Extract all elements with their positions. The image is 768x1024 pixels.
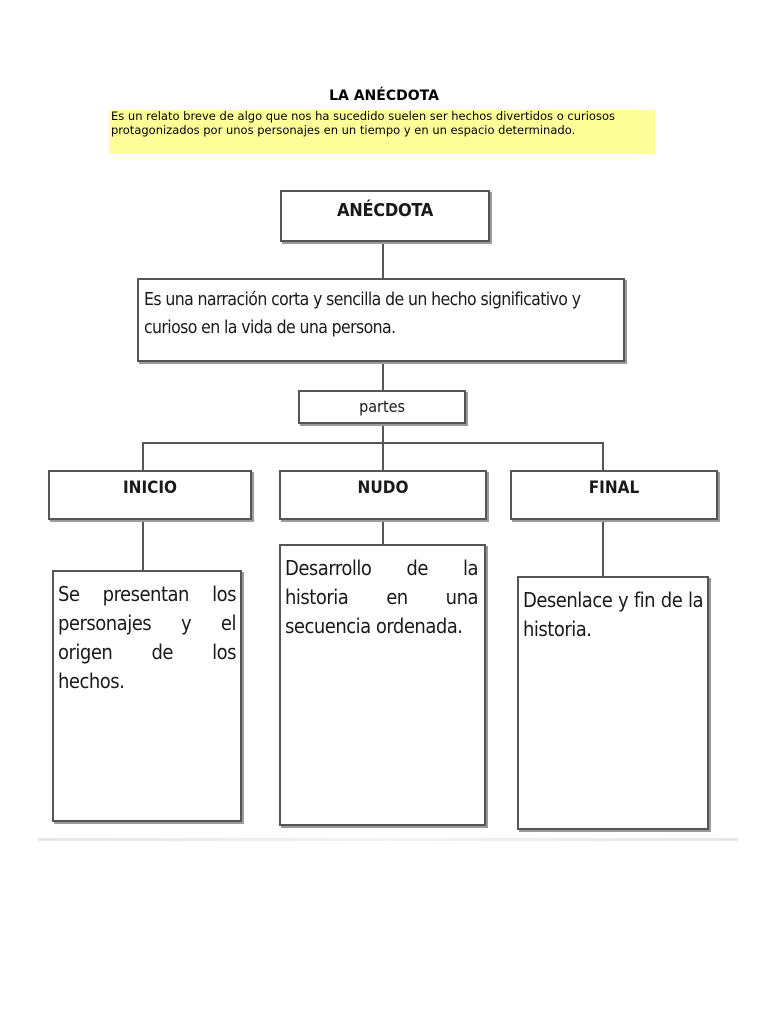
root-node-box (280, 190, 490, 242)
part-inicio-box (48, 470, 252, 520)
connector-branch-final (602, 442, 604, 470)
page-title: LA ANÉCDOTA (329, 88, 439, 104)
part-nudo-description: Desarrollo de la historia en una secuencia ordenada. (285, 556, 478, 638)
connector-parts-branch (382, 424, 384, 444)
intro-paragraph: Es un relato breve de algo que nos ha sucedido suelen ser hechos divertidos o curiosos protagonizados por unos personajes en un tiempo y en un espacio determinado. (109, 110, 655, 154)
part-nudo-box (279, 470, 487, 520)
connector-branch-inicio (142, 442, 144, 470)
connector-inicio-description (142, 520, 144, 570)
parts-node-box (298, 390, 466, 424)
part-final-label: FINAL (588, 478, 640, 498)
part-final-box (510, 470, 718, 520)
connector-horizontal-branch (142, 442, 604, 444)
connector-nudo-description (382, 520, 384, 544)
part-nudo-description-box (279, 544, 486, 826)
part-nudo-label: NUDO (357, 478, 409, 498)
definition-text: Es una narración corta y sencilla de un hecho significativo y curioso en la vida de una persona. (144, 290, 581, 338)
connector-root-definition (382, 242, 384, 278)
root-node-label: ANÉCDOTA (336, 200, 434, 221)
definition-node-box (137, 278, 625, 362)
part-inicio-description-box (52, 570, 242, 822)
part-inicio-description: Se presentan los personajes y el origen de los hechos. (58, 582, 236, 693)
part-final-description: Desenlace y fin de la historia. (523, 588, 703, 641)
part-final-description-box (517, 576, 709, 830)
parts-label: partes (359, 397, 405, 416)
part-inicio-label: INICIO (122, 478, 178, 498)
image-bottom-edge (38, 838, 738, 841)
connector-definition-parts (382, 362, 384, 390)
connector-final-description (602, 520, 604, 576)
connector-branch-nudo (382, 442, 384, 470)
